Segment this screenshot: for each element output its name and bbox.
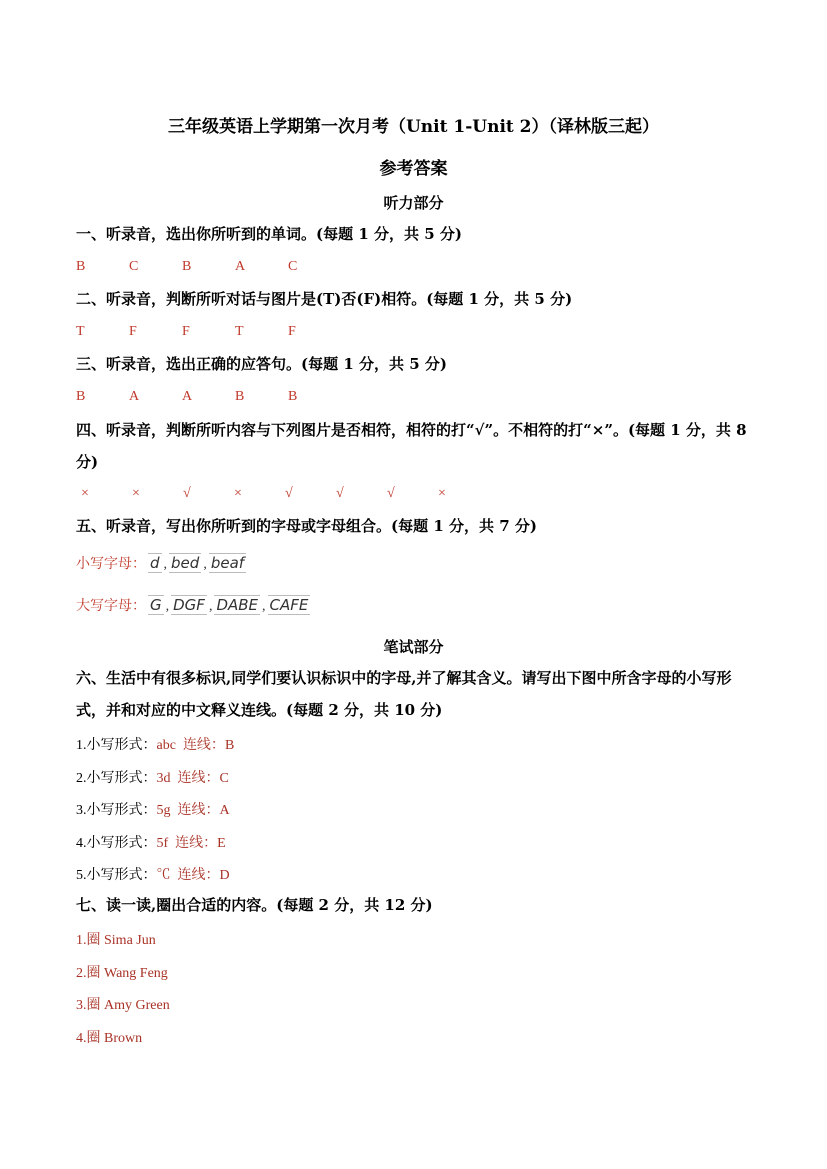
answer: F <box>182 324 190 339</box>
q6-item <box>76 767 229 787</box>
q6-item <box>76 734 234 754</box>
q7-item: 2.圈 Wang Feng <box>76 966 168 981</box>
q6-item <box>76 832 226 852</box>
link-answer: C <box>219 771 229 786</box>
question-2-answers <box>76 324 341 340</box>
answer: A <box>182 389 193 404</box>
link-answer: E <box>217 836 226 851</box>
link-label: 连线： <box>177 771 220 786</box>
item-number: 1.小写形式： <box>76 738 157 753</box>
item-number: 4.小写形式： <box>76 836 157 851</box>
lowercase-form: 5g <box>156 803 171 818</box>
link-label: 连线： <box>182 738 225 753</box>
question-1-heading: 一、听录音，选出你所听到的单词。(每题 1 分，共 5 分) <box>76 225 462 243</box>
answer: √ <box>387 486 395 501</box>
q7-item: 4.圈 Brown <box>76 1031 143 1046</box>
link-label: 连线： <box>177 803 220 818</box>
answer: B <box>76 259 86 274</box>
answer: × <box>438 486 446 501</box>
answer: × <box>81 486 89 501</box>
q7-item: 1.圈 Sima Jun <box>76 933 156 948</box>
answer: B <box>235 389 245 404</box>
answer: √ <box>285 486 293 501</box>
q7-item: 3.圈 Amy Green <box>76 998 170 1013</box>
answer: C <box>288 259 298 274</box>
handwritten-answer: bed <box>171 554 200 572</box>
handwritten-answer: DGF <box>173 596 205 614</box>
answer: A <box>235 259 246 274</box>
uppercase-answers: 大写字母： G , DGF , DABE , CAFE <box>76 596 309 614</box>
answer: T <box>76 324 85 339</box>
question-3-heading: 三、听录音，选出正确的应答句。(每题 1 分，共 5 分) <box>76 355 447 373</box>
handwritten-answer: d <box>150 554 160 572</box>
answer: × <box>234 486 242 501</box>
question-6-heading: 六、生活中有很多标识,同学们要认识标识中的字母,并了解其含义。请写出下图中所含字母的小写形式，并和对应的中文释义连线。(每题 2 分，共 10 分) <box>76 669 732 719</box>
page-subtitle: 参考答案 <box>379 159 448 179</box>
link-label: 连线： <box>175 836 218 851</box>
item-number: 5.小写形式： <box>76 868 157 883</box>
item-number: 2.小写形式： <box>76 771 157 786</box>
link-label: 连线： <box>177 868 220 883</box>
lowercase-form: 3d <box>156 771 171 786</box>
lowercase-form: 5f <box>156 836 169 851</box>
answer: B <box>288 389 298 404</box>
answer: A <box>129 389 140 404</box>
lowercase-label: 小写字母： <box>76 556 146 572</box>
question-2-heading: 二、听录音，判断所听对话与图片是(T)否(F)相符。(每题 1 分，共 5 分) <box>76 290 573 308</box>
question-7-heading: 七、读一读,圈出合适的内容。(每题 2 分，共 12 分) <box>76 896 433 914</box>
page-title: 三年级英语上学期第一次月考（Unit 1-Unit 2）（译林版三起） <box>167 117 660 137</box>
question-4-heading: 四、听录音，判断所听内容与下列图片是否相符，相符的打“√”。不相符的打“×”。(每题 1 分，共 8 分) <box>76 421 747 471</box>
q6-item <box>76 799 230 819</box>
handwritten-answer: CAFE <box>269 596 309 614</box>
answer: C <box>129 259 139 274</box>
lowercase-form: abc <box>156 738 176 753</box>
link-answer: B <box>224 738 235 753</box>
answer: × <box>132 486 140 501</box>
handwritten-answer: G <box>150 596 162 614</box>
answer: B <box>182 259 192 274</box>
answer: F <box>288 324 296 339</box>
lowercase-answers: 小写字母： d , bed , beaf <box>76 554 245 572</box>
answer: √ <box>183 486 191 501</box>
answer: √ <box>336 486 344 501</box>
question-5-heading: 五、听录音，写出你所听到的字母或字母组合。(每题 1 分，共 7 分) <box>76 517 537 535</box>
uppercase-label: 大写字母： <box>76 598 146 614</box>
handwritten-answer: DABE <box>216 596 259 614</box>
answer: B <box>76 389 86 404</box>
link-answer: A <box>219 803 230 818</box>
question-4-answers <box>81 486 489 502</box>
handwritten-answer: beaf <box>210 554 245 572</box>
answer: F <box>129 324 137 339</box>
answer: T <box>235 324 244 339</box>
lowercase-form: ℃ <box>156 868 171 883</box>
listening-part-heading: 听力部分 <box>383 194 444 212</box>
link-answer: D <box>219 868 230 883</box>
question-1-answers <box>76 259 341 275</box>
q6-item <box>76 864 230 884</box>
item-number: 3.小写形式： <box>76 803 157 818</box>
question-3-answers <box>76 389 341 405</box>
writing-part-heading: 笔试部分 <box>383 638 444 656</box>
